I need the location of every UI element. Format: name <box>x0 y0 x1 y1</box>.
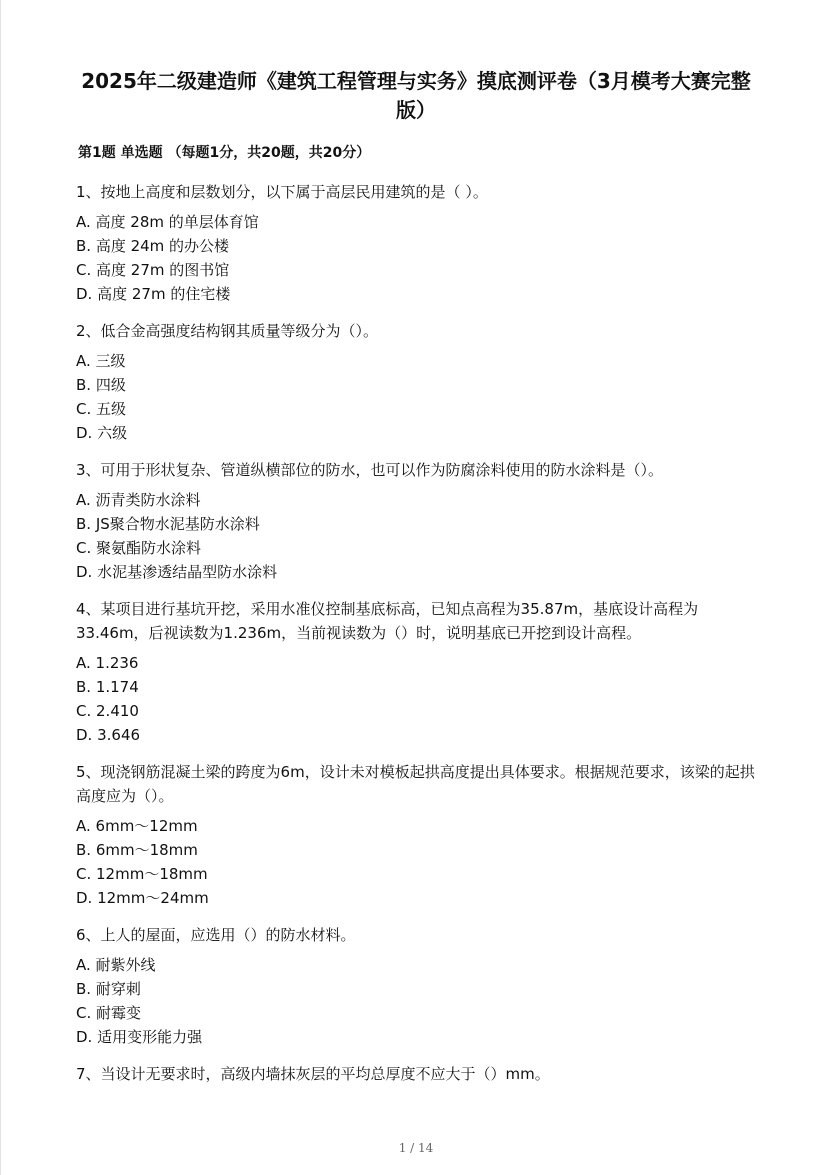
question-stem: 5、现浇钢筋混凝土梁的跨度为6m，设计未对模板起拱高度提出具体要求。根据规范要求，该梁的起拱高度应为（）。 <box>76 763 755 805</box>
question-stem: 2、低合金高强度结构钢其质量等级分为（）。 <box>76 322 379 340</box>
option-c: C. 耐霉变 <box>76 1004 142 1022</box>
question-5 <box>76 760 766 910</box>
question-2 <box>76 319 766 445</box>
option-c: C. 聚氨酯防水涂料 <box>76 539 202 557</box>
option-d: D. 水泥基渗透结晶型防水涂料 <box>76 563 278 581</box>
page-title: 2025年二级建造师《建筑工程管理与实务》摸底测评卷（3月模考大赛完整版） <box>81 69 751 122</box>
question-stem: 4、某项目进行基坑开挖，采用水准仪控制基底标高，已知点高程为35.87m，基底设计高程为33.46m，后视读数为1.236m，当前视读数为（）时，说明基底已开挖到设计高程。 <box>76 600 699 642</box>
question-1 <box>76 180 766 306</box>
option-b: B. 四级 <box>76 376 126 394</box>
option-b: B. 6mm～18mm <box>76 841 198 859</box>
option-d: D. 高度 27m 的住宅楼 <box>76 285 231 303</box>
option-a: A. 高度 28m 的单层体育馆 <box>76 213 259 231</box>
question-list <box>76 180 766 1099</box>
option-d: D. 12mm～24mm <box>76 889 209 907</box>
option-c: C. 12mm～18mm <box>76 865 208 883</box>
option-a: A. 三级 <box>76 352 126 370</box>
question-stem: 6、上人的屋面，应选用（）的防水材料。 <box>76 926 356 944</box>
option-c: C. 五级 <box>76 400 127 418</box>
page-indicator: 1 / 14 <box>398 1141 434 1155</box>
option-b: B. JS聚合物水泥基防水涂料 <box>76 515 260 533</box>
option-a: A. 沥青类防水涂料 <box>76 491 201 509</box>
option-d: D. 适用变形能力强 <box>76 1028 203 1046</box>
question-stem: 3、可用于形状复杂、管道纵横部位的防水，也可以作为防腐涂料使用的防水涂料是（）。 <box>76 461 664 479</box>
option-a: A. 耐紫外线 <box>76 956 156 974</box>
question-3 <box>76 458 766 584</box>
option-d: D. 3.646 <box>76 726 141 744</box>
option-b: B. 1.174 <box>76 678 139 696</box>
question-stem: 7、当设计无要求时，高级内墙抹灰层的平均总厚度不应大于（）mm。 <box>76 1065 550 1083</box>
option-b: B. 高度 24m 的办公楼 <box>76 237 230 255</box>
question-6 <box>76 923 766 1049</box>
option-c: C. 2.410 <box>76 702 139 720</box>
option-c: C. 高度 27m 的图书馆 <box>76 261 230 279</box>
option-b: B. 耐穿刺 <box>76 980 141 998</box>
section-header: 第1题 单选题 （每题1分，共20题，共20分） <box>78 145 371 161</box>
option-a: A. 1.236 <box>76 654 139 672</box>
option-a: A. 6mm～12mm <box>76 817 198 835</box>
question-7 <box>76 1062 766 1086</box>
option-d: D. 六级 <box>76 424 128 442</box>
question-stem: 1、按地上高度和层数划分，以下属于高层民用建筑的是（ ）。 <box>76 183 488 201</box>
question-4 <box>76 597 766 747</box>
